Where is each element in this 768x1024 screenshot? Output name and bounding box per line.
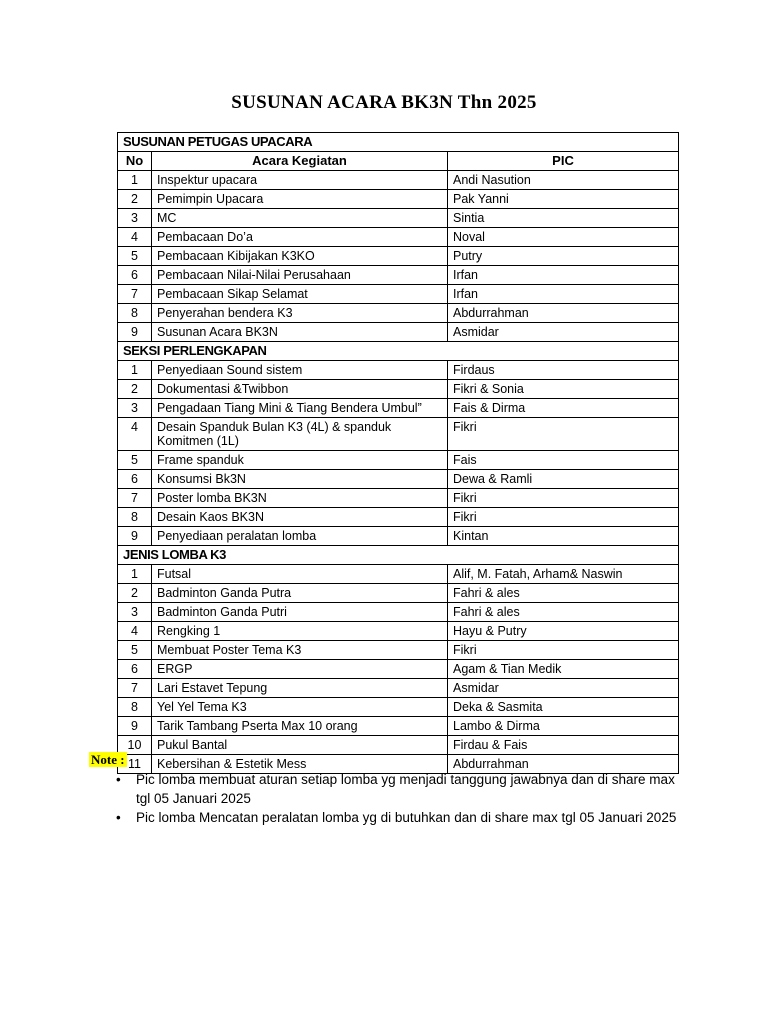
row-activity: Susunan Acara BK3N xyxy=(152,323,448,342)
row-activity: Desain Kaos BK3N xyxy=(152,508,448,527)
row-activity: Frame spanduk xyxy=(152,451,448,470)
row-pic: Firdau & Fais xyxy=(448,736,679,755)
row-pic: Andi Nasution xyxy=(448,171,679,190)
table-row xyxy=(118,736,679,755)
table-row xyxy=(118,489,679,508)
section-header-row xyxy=(118,546,679,565)
section-title: SEKSI PERLENGKAPAN xyxy=(118,342,679,361)
table-row xyxy=(118,304,679,323)
table-row xyxy=(118,247,679,266)
row-pic: Fais & Dirma xyxy=(448,399,679,418)
table-row xyxy=(118,209,679,228)
table-row xyxy=(118,323,679,342)
row-pic: Putry xyxy=(448,247,679,266)
row-activity: Poster lomba BK3N xyxy=(152,489,448,508)
row-pic: Fikri xyxy=(448,641,679,660)
table-row xyxy=(118,380,679,399)
row-number: 7 xyxy=(118,285,152,304)
row-pic: Deka & Sasmita xyxy=(448,698,679,717)
row-number: 9 xyxy=(118,323,152,342)
agenda-table xyxy=(117,132,679,774)
row-pic: Fais xyxy=(448,451,679,470)
row-activity: Desain Spanduk Bulan K3 (4L) & spanduk Komitmen (1L) xyxy=(152,418,448,451)
row-activity: Lari Estavet Tepung xyxy=(152,679,448,698)
row-activity: Penyediaan Sound sistem xyxy=(152,361,448,380)
table-row xyxy=(118,361,679,380)
row-activity: Pukul Bantal xyxy=(152,736,448,755)
row-activity: Pengadaan Tiang Mini & Tiang Bendera Umbul” xyxy=(152,399,448,418)
table-row xyxy=(118,679,679,698)
row-number: 7 xyxy=(118,489,152,508)
row-activity: Rengking 1 xyxy=(152,622,448,641)
row-pic: Asmidar xyxy=(448,323,679,342)
section-header-row xyxy=(118,342,679,361)
row-pic: Fahri & ales xyxy=(448,603,679,622)
row-pic: Dewa & Ramli xyxy=(448,470,679,489)
table-row xyxy=(118,451,679,470)
note-text: Pic lomba Mencatan peralatan lomba yg di butuhkan dan di share max tgl 05 Januari 2025 xyxy=(136,810,677,825)
row-pic: Asmidar xyxy=(448,679,679,698)
row-number: 4 xyxy=(118,622,152,641)
row-number: 6 xyxy=(118,470,152,489)
row-number: 1 xyxy=(118,565,152,584)
row-pic: Fahri & ales xyxy=(448,584,679,603)
row-activity: ERGP xyxy=(152,660,448,679)
row-number: 2 xyxy=(118,380,152,399)
row-number: 7 xyxy=(118,679,152,698)
table-row xyxy=(118,698,679,717)
table-row xyxy=(118,266,679,285)
row-activity: Futsal xyxy=(152,565,448,584)
column-header-row xyxy=(118,152,679,171)
row-pic: Sintia xyxy=(448,209,679,228)
row-activity: MC xyxy=(152,209,448,228)
table-row xyxy=(118,660,679,679)
row-activity: Yel Yel Tema K3 xyxy=(152,698,448,717)
row-number: 9 xyxy=(118,717,152,736)
row-activity: Pembacaan Sikap Selamat xyxy=(152,285,448,304)
row-pic: Fikri xyxy=(448,508,679,527)
table-row xyxy=(118,171,679,190)
row-pic: Lambo & Dirma xyxy=(448,717,679,736)
row-number: 4 xyxy=(118,418,152,451)
row-pic: Fikri xyxy=(448,489,679,508)
row-activity: Pembacaan Kibijakan K3KO xyxy=(152,247,448,266)
row-number: 1 xyxy=(118,361,152,380)
row-pic: Firdaus xyxy=(448,361,679,380)
row-number: 2 xyxy=(118,584,152,603)
document-title: SUSUNAN ACARA BK3N Thn 2025 xyxy=(231,92,537,113)
table-row xyxy=(118,603,679,622)
row-pic: Fikri & Sonia xyxy=(448,380,679,399)
row-activity: Tarik Tambang Pserta Max 10 orang xyxy=(152,717,448,736)
row-activity: Pembacaan Nilai-Nilai Perusahaan xyxy=(152,266,448,285)
table-row xyxy=(118,508,679,527)
row-number: 2 xyxy=(118,190,152,209)
table-row xyxy=(118,584,679,603)
table-row xyxy=(118,399,679,418)
table-row xyxy=(118,228,679,247)
row-pic: Agam & Tian Medik xyxy=(448,660,679,679)
row-pic: Noval xyxy=(448,228,679,247)
row-number: 1 xyxy=(118,171,152,190)
table-row xyxy=(118,717,679,736)
row-number: 4 xyxy=(118,228,152,247)
row-activity: Konsumsi Bk3N xyxy=(152,470,448,489)
row-activity: Badminton Ganda Putri xyxy=(152,603,448,622)
row-number: 8 xyxy=(118,304,152,323)
row-pic: Irfan xyxy=(448,285,679,304)
row-activity: Penyediaan peralatan lomba xyxy=(152,527,448,546)
section-title: SUSUNAN PETUGAS UPACARA xyxy=(118,133,679,152)
table-row xyxy=(118,641,679,660)
row-number: 6 xyxy=(118,660,152,679)
bullet-icon: • xyxy=(116,810,121,825)
row-number: 10 xyxy=(118,736,152,755)
row-number: 6 xyxy=(118,266,152,285)
column-header-pic: PIC xyxy=(448,152,679,171)
note-item xyxy=(116,808,686,827)
column-header-acara: Acara Kegiatan xyxy=(152,152,448,171)
table-row xyxy=(118,470,679,489)
row-pic: Alif, M. Fatah, Arham& Naswin xyxy=(448,565,679,584)
row-pic: Pak Yanni xyxy=(448,190,679,209)
row-activity: Kebersihan & Estetik Mess xyxy=(152,755,448,774)
row-activity: Penyerahan bendera K3 xyxy=(152,304,448,323)
row-activity: Pembacaan Do’a xyxy=(152,228,448,247)
row-pic: Kintan xyxy=(448,527,679,546)
row-activity: Dokumentasi &Twibbon xyxy=(152,380,448,399)
row-number: 3 xyxy=(118,603,152,622)
row-number: 3 xyxy=(118,209,152,228)
note-item xyxy=(116,770,686,808)
row-pic: Irfan xyxy=(448,266,679,285)
column-header-no: No xyxy=(118,152,152,171)
row-number: 9 xyxy=(118,527,152,546)
section-title: JENIS LOMBA K3 xyxy=(118,546,679,565)
row-activity: Pemimpin Upacara xyxy=(152,190,448,209)
table-row xyxy=(118,285,679,304)
bullet-icon: • xyxy=(116,772,121,787)
table-row xyxy=(118,190,679,209)
row-activity: Inspektur upacara xyxy=(152,171,448,190)
table-row xyxy=(118,565,679,584)
section-header-row xyxy=(118,133,679,152)
row-number: 5 xyxy=(118,247,152,266)
row-number: 8 xyxy=(118,508,152,527)
row-pic: Hayu & Putry xyxy=(448,622,679,641)
notes-list xyxy=(116,770,686,827)
row-number: 3 xyxy=(118,399,152,418)
row-activity: Badminton Ganda Putra xyxy=(152,584,448,603)
row-number: 8 xyxy=(118,698,152,717)
row-pic: Abdurrahman xyxy=(448,304,679,323)
agenda-table-body xyxy=(118,133,679,774)
note-label: Note : xyxy=(91,752,125,767)
row-pic: Fikri xyxy=(448,418,679,451)
row-number: 5 xyxy=(118,451,152,470)
row-activity: Membuat Poster Tema K3 xyxy=(152,641,448,660)
row-number: 11 xyxy=(118,755,152,774)
table-row xyxy=(118,527,679,546)
note-text: Pic lomba membuat aturan setiap lomba yg menjadi tanggung jawabnya dan di share max tgl 05 Januari 2025 xyxy=(136,772,675,806)
row-number: 5 xyxy=(118,641,152,660)
table-row xyxy=(118,622,679,641)
table-row xyxy=(118,418,679,451)
row-pic: Abdurrahman xyxy=(448,755,679,774)
